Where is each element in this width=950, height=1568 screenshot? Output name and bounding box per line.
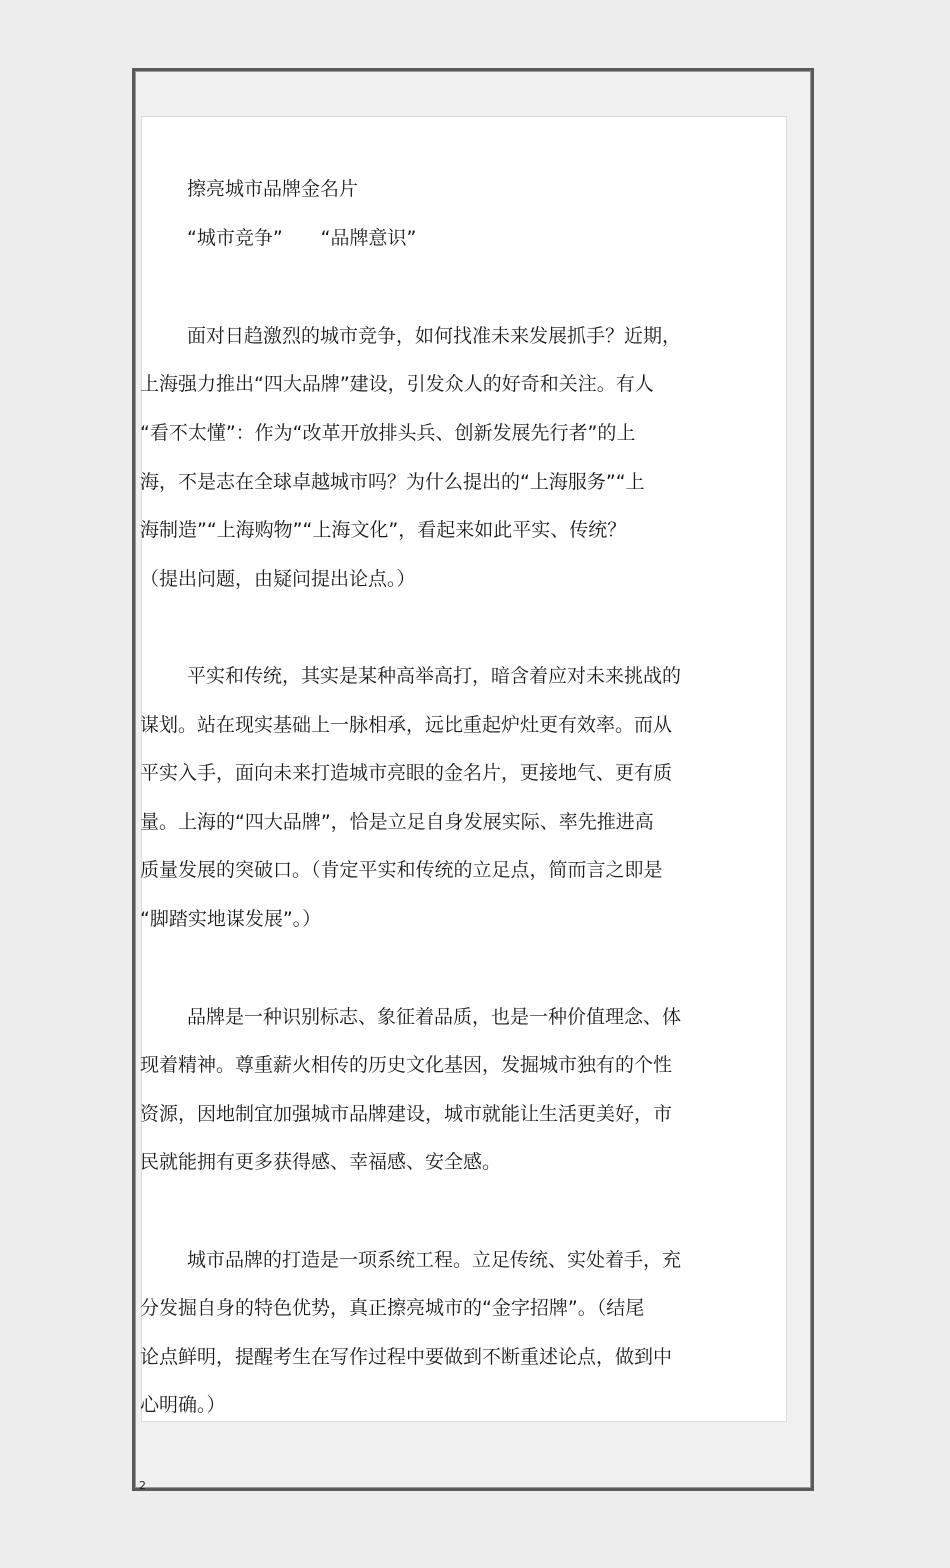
- paragraph-2-line-5: 质量发展的突破口。（肯定平实和传统的立足点，简而言之即是: [140, 859, 663, 881]
- paragraph-3-line-4: 民就能拥有更多获得感、幸福感、安全感。: [140, 1151, 502, 1173]
- paragraph-4-line-1: 城市品牌的打造是一项系统工程。立足传统、实处着手，充: [187, 1249, 682, 1271]
- paragraph-4-line-3: 论点鲜明，提醒考生在写作过程中要做到不断重述论点，做到中: [140, 1346, 673, 1368]
- paragraph-1-line-3: “看不太懂”：作为“改革开放排头兵、创新发展先行者”的上: [140, 422, 636, 444]
- paragraph-1-line-1: 面对日趋激烈的城市竞争，如何找准未来发展抓手？近期，: [187, 325, 682, 347]
- document-keywords: “城市竞争” “品牌意识”: [187, 227, 417, 249]
- paragraph-2-line-3: 平实入手，面向未来打造城市亮眼的金名片，更接地气、更有质: [140, 762, 673, 784]
- paragraph-1-line-5: 海制造”“上海购物”“上海文化”，看起来如此平实、传统？: [140, 519, 627, 541]
- paragraph-1-line-6: （提出问题，由疑问提出论点。）: [140, 568, 416, 590]
- paragraph-2-line-4: 量。上海的“四大品牌”，恰是立足自身发展实际、率先推进高: [140, 811, 654, 833]
- paragraph-4-line-2: 分发掘自身的特色优势，真正擦亮城市的“金字招牌”。（结尾: [140, 1297, 645, 1319]
- paragraph-1-line-2: 上海强力推出“四大品牌”建设，引发众人的好奇和关注。有人: [140, 373, 654, 395]
- paragraph-3-line-2: 现着精神。尊重薪火相传的历史文化基因，发掘城市独有的个性: [140, 1054, 673, 1076]
- paragraph-2-line-6: “脚踏实地谋发展”。）: [140, 908, 322, 930]
- paragraph-3-line-1: 品牌是一种识别标志、象征着品质，也是一种价值理念、体: [187, 1006, 682, 1028]
- paragraph-2-line-1: 平实和传统，其实是某种高举高打，暗含着应对未来挑战的: [187, 665, 682, 687]
- paragraph-4-line-4: 心明确。）: [140, 1394, 226, 1416]
- paragraph-1-line-4: 海，不是志在全球卓越城市吗？为什么提出的“上海服务”“上: [140, 471, 645, 493]
- paragraph-3-line-3: 资源，因地制宜加强城市品牌建设，城市就能让生活更美好，市: [140, 1103, 673, 1125]
- page-number: 2: [139, 1479, 146, 1492]
- paragraph-2-line-2: 谋划。站在现实基础上一脉相承，远比重起炉灶更有效率。而从: [140, 714, 673, 736]
- document-title: 擦亮城市品牌金名片: [187, 178, 359, 200]
